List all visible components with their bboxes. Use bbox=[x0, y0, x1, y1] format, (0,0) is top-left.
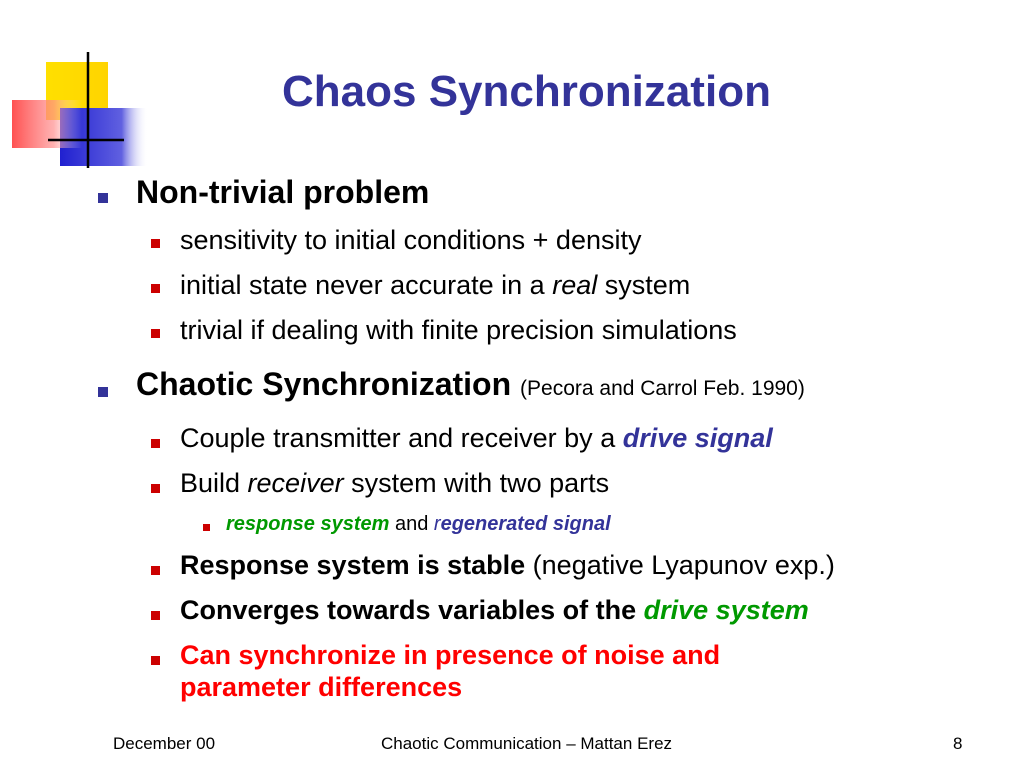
sub-bullet-marker bbox=[151, 656, 160, 665]
sub-bullet-text-end: (negative Lyapunov exp.) bbox=[525, 550, 835, 580]
sub-bullet-noise bbox=[180, 639, 720, 703]
sub-bullet-marker bbox=[151, 239, 160, 248]
sub-bullet-marker bbox=[151, 484, 160, 493]
emphasis-real: real bbox=[552, 270, 598, 300]
sub-bullet-text: trivial if dealing with finite precision simulations bbox=[180, 315, 737, 345]
bullet-chaotic-synchronization bbox=[136, 365, 805, 408]
sub-bullet-build-receiver bbox=[180, 467, 609, 499]
sub-bullet-marker bbox=[151, 439, 160, 448]
red-text-line-2: parameter differences bbox=[180, 672, 463, 702]
emphasis-drive-signal: drive signal bbox=[622, 423, 773, 453]
sub-bullet-marker bbox=[151, 329, 160, 338]
bullet-non-trivial-problem bbox=[136, 173, 429, 211]
bullet-text: Chaotic Synchronization bbox=[136, 366, 512, 402]
emphasis-drive-system: drive system bbox=[643, 595, 809, 625]
strong-text: Converges towards variables of the bbox=[180, 595, 644, 625]
emphasis-receiver: receiver bbox=[247, 468, 344, 498]
sub-bullet-converges bbox=[180, 594, 809, 626]
emphasis-regenerated-signal: egenerated signal bbox=[440, 513, 611, 535]
sub-bullet-text: Build bbox=[180, 468, 248, 498]
sub-bullet-trivial bbox=[180, 314, 737, 346]
sub-bullet-text: sensitivity to initial conditions + density bbox=[180, 225, 642, 255]
conjunction-text: and bbox=[389, 513, 434, 535]
emphasis-regenerated-r: r bbox=[433, 513, 441, 535]
sub-bullet-text: initial state never accurate in a bbox=[180, 270, 553, 300]
sub-bullet-sensitivity bbox=[180, 224, 641, 256]
bullet-text: Non-trivial problem bbox=[136, 174, 430, 210]
sub-bullet-marker bbox=[151, 566, 160, 575]
emphasis-response-system: response system bbox=[226, 513, 390, 535]
sub-bullet-initial-state bbox=[180, 269, 690, 301]
sub-bullet-response-stable bbox=[180, 549, 835, 581]
sub-bullet-marker bbox=[151, 284, 160, 293]
sub-sub-bullet-marker bbox=[203, 524, 210, 531]
sub-bullet-marker bbox=[151, 611, 160, 620]
sub-bullet-text: Couple transmitter and receiver by a bbox=[180, 423, 623, 453]
bullet-marker bbox=[98, 193, 108, 203]
citation-note: (Pecora and Carrol Feb. 1990) bbox=[520, 377, 805, 400]
strong-text: Response system is stable bbox=[180, 550, 526, 580]
sub-bullet-text-end: system bbox=[597, 270, 691, 300]
red-text-line-1: Can synchronize in presence of noise and bbox=[180, 640, 721, 670]
sub-sub-bullet-parts bbox=[226, 511, 611, 537]
sub-bullet-text-end: system with two parts bbox=[343, 468, 610, 498]
slide-title: Chaos Synchronization bbox=[282, 67, 771, 116]
footer-page-number: 8 bbox=[953, 734, 963, 753]
footer-center-title: Chaotic Communication – Mattan Erez bbox=[381, 734, 673, 753]
sub-bullet-couple bbox=[180, 422, 773, 454]
footer-date: December 00 bbox=[113, 734, 216, 753]
bullet-marker bbox=[98, 387, 108, 397]
